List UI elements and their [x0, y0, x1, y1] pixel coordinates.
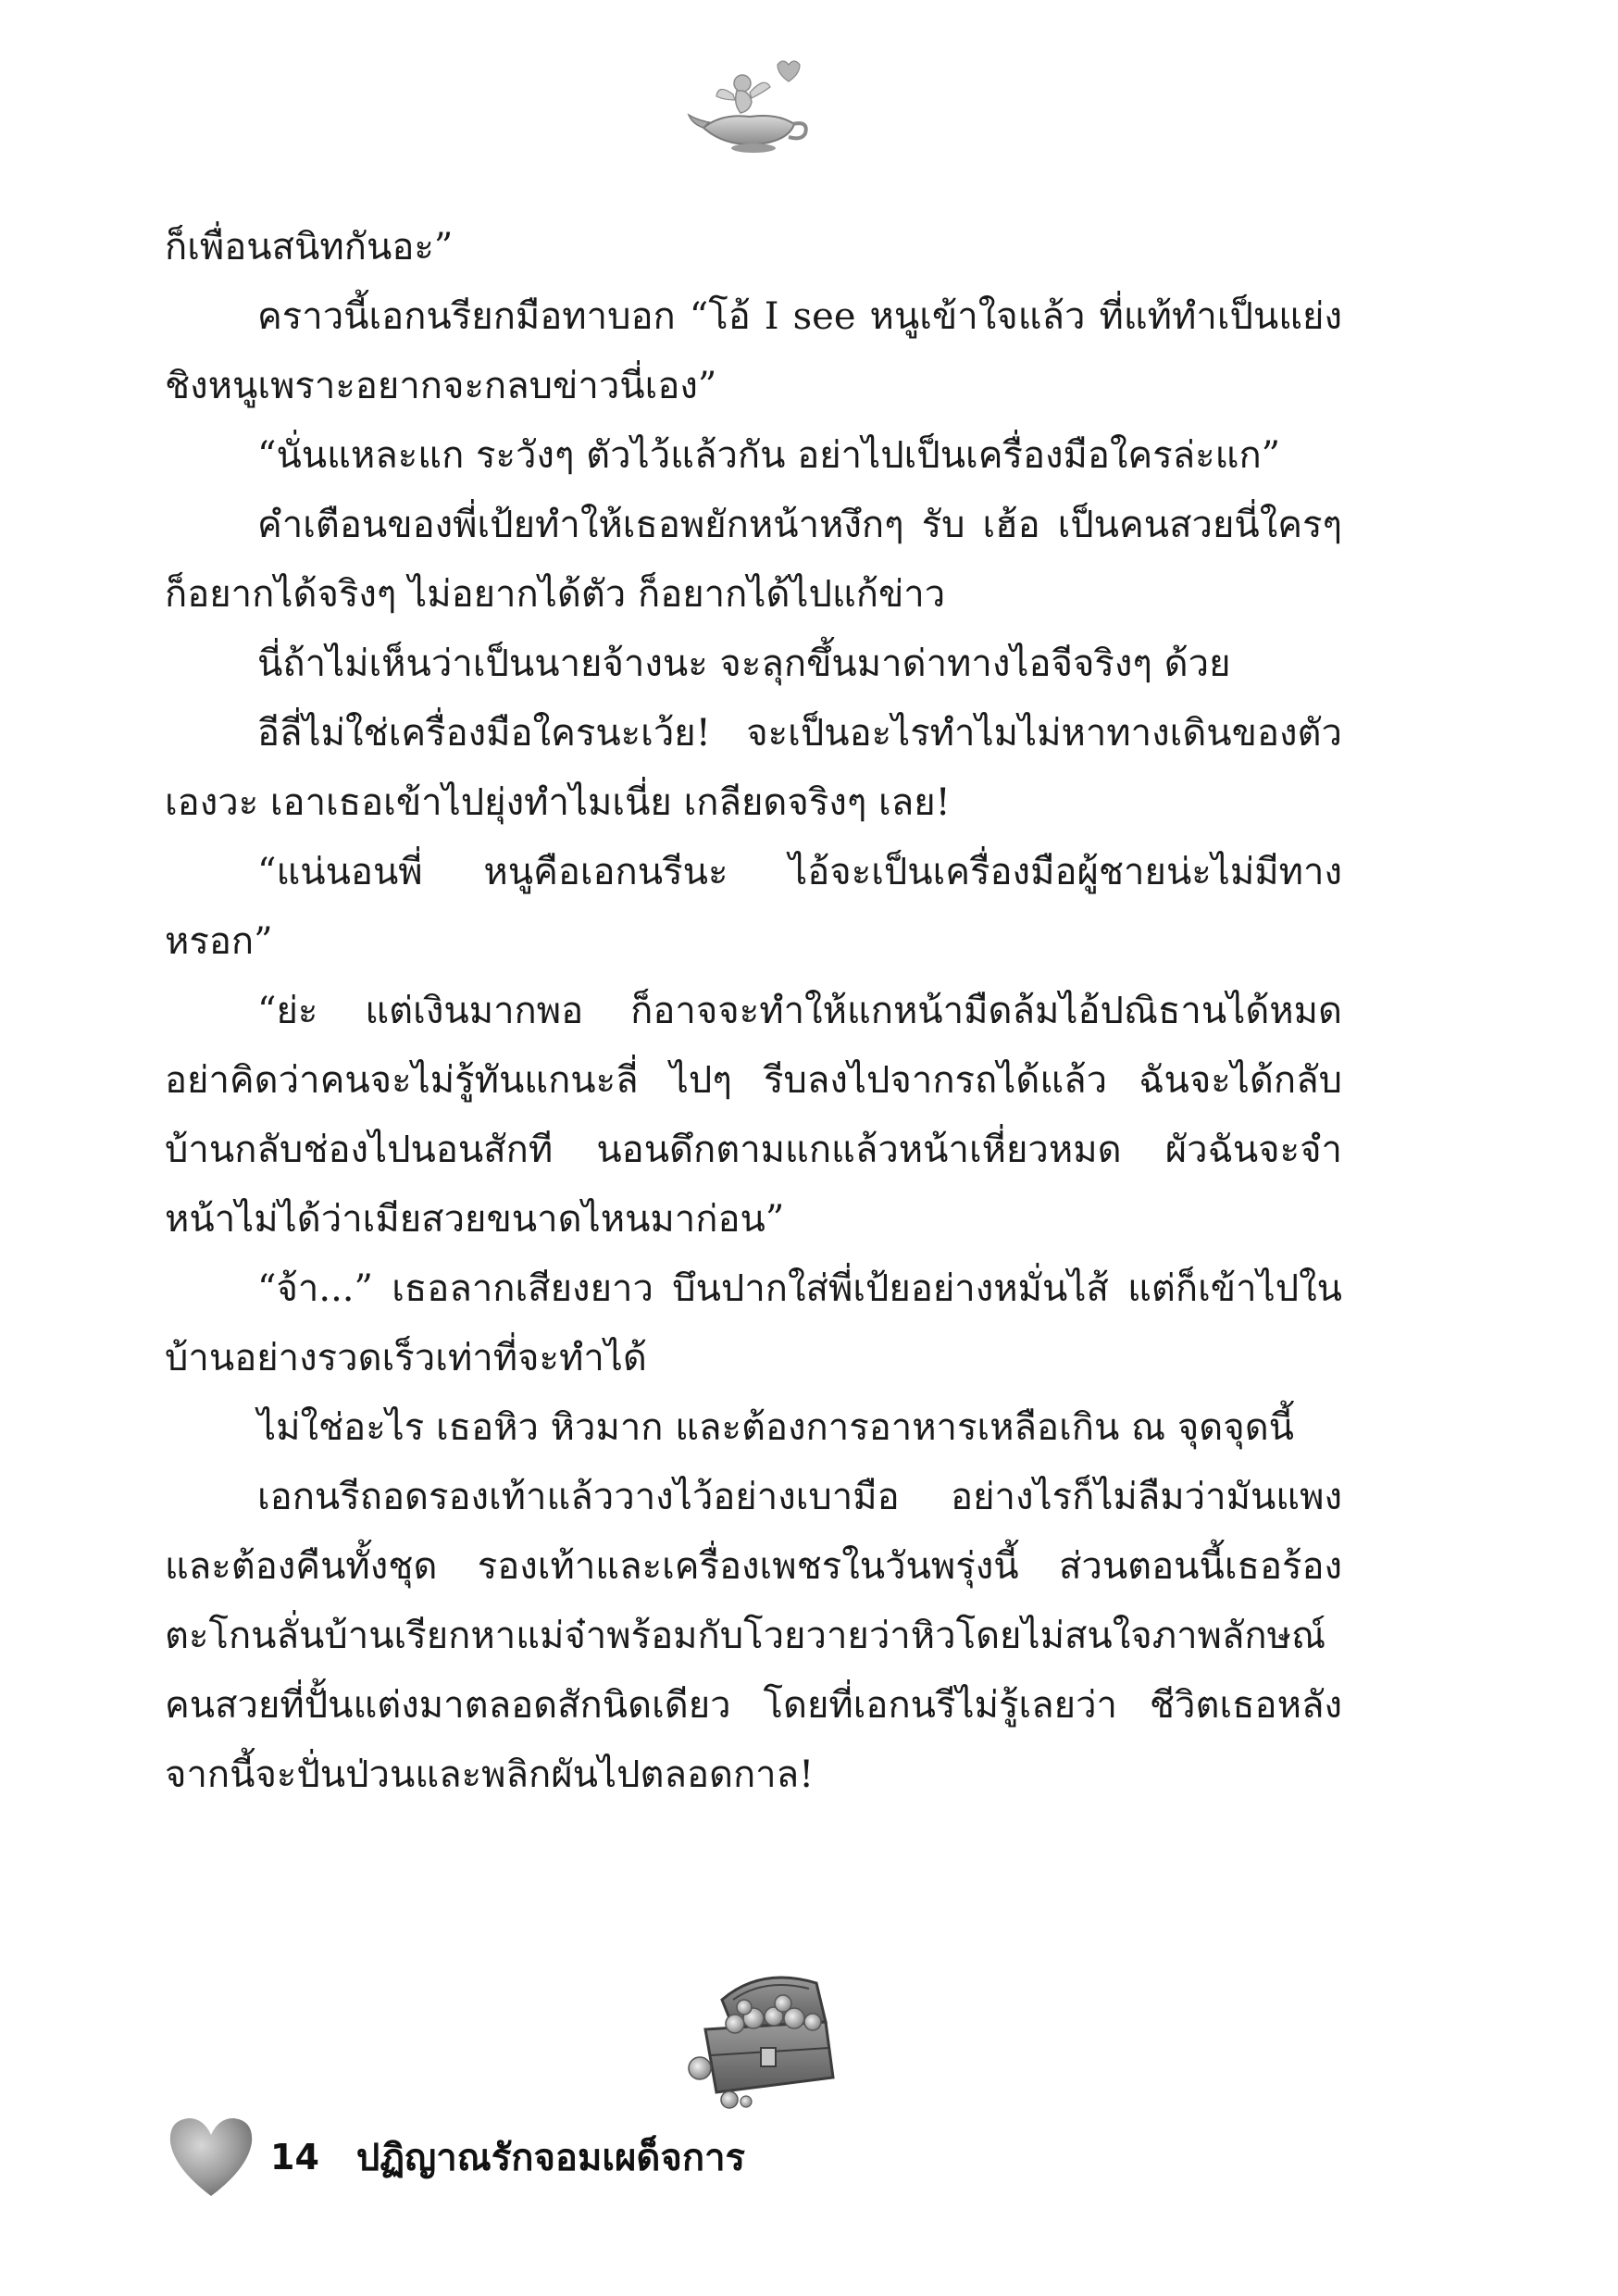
paragraph-11: เอกนรีถอดรองเท้าแล้ววางไว้อย่างเบามือ อย่างไรก็ไม่ลืมว่ามันแพงและต้องคืนทั้งชุด รองเท้าและเครื่องเพชรในวันพรุ่งนี้ ส่วนตอนนี้เธอร้องตะโกนลั่นบ้านเรียกหาแม่จ๋าพร้อมกับโวยวายว่าหิวโดยไม่สนใจภาพลักษณ์คนสวยที่ปั้นแต่งมาตลอดสักนิดเดียว โดยที่เอกนรีไม่รู้เลยว่า ชีวิตเธอหลังจากนี้จะปั่นป่วนและพลิกผันไปตลอดกาล! [165, 1476, 1342, 1796]
paragraph-8: “ย่ะ แต่เงินมากพอ ก็อาจจะทำให้แกหน้ามืดล้มไอ้ปณิธานได้หมด อย่าคิดว่าคนจะไม่รู้ทันแกนะลี่ ไปๆ รีบลงไปจากรถได้แล้ว ฉันจะได้กลับบ้านกลับช่องไปนอนสักที นอนดึกตามแกแล้วหน้าเหี่ยวหมด ผัวฉันจะจำหน้าไม่ได้ว่าเมียสวยขนาดไหนมาก่อน” [165, 990, 1342, 1241]
page-footer [165, 2106, 745, 2208]
cupid-lamp-icon [685, 56, 815, 157]
paragraph-5: นี่ถ้าไม่เห็นว่าเป็นนายจ้างนะ จะลุกขึ้นมาด่าทางไอจีจริงๆ ด้วย [257, 643, 1231, 685]
paragraph-4: คำเตือนของพี่เป้ยทำให้เธอพยักหน้าหงึกๆ รับ เฮ้อ เป็นคนสวยนี่ใครๆ ก็อยากได้จริงๆ ไม่อยากได้ตัว ก็อยากได้ไปแก้ข่าว [165, 504, 1342, 616]
heart-icon [165, 2111, 257, 2203]
paragraph-7: “แน่นอนพี่ หนูคือเอกนรีนะ ไอ้จะเป็นเครื่องมือผู้ชายน่ะไม่มีทางหรอก” [165, 851, 1342, 963]
paragraph-1: ก็เพื่อนสนิทกันอะ” [165, 226, 454, 268]
paragraph-6: อีลี่ไม่ใช่เครื่องมือใครนะเว้ย! จะเป็นอะไรทำไมไม่หาทางเดินของตัวเองวะ เอาเธอเข้าไปยุ่งทำไมเนี่ย เกลียดจริงๆ เลย! [165, 712, 1342, 824]
book-title: ปฏิญาณรักจอมเผด็จการ [355, 2137, 746, 2179]
paragraph-3: “นั่นแหละแก ระวังๆ ตัวไว้แล้วกัน อย่าไปเป็นเครื่องมือใครล่ะแก” [257, 434, 1281, 477]
body-text [165, 213, 1342, 1810]
paragraph-10: ไม่ใช่อะไร เธอหิว หิวมาก และต้องการอาหารเหลือเกิน ณ จุดจุดนี้ [257, 1406, 1295, 1449]
page-number: 14 [270, 2137, 319, 2177]
paragraph-9: “จ้า...” เธอลากเสียงยาว บึนปากใส่พี่เป้ยอย่างหมั่นไส้ แต่ก็เข้าไปในบ้านอย่างรวดเร็วเท่าที่จะทำได้ [165, 1267, 1342, 1379]
paragraph-2: คราวนี้เอกนรียกมือทาบอก “โอ้ I see หนูเข้าใจแล้ว ที่แท้ทำเป็นแย่งชิงหนูเพราะอยากจะกลบข่าวนี่เอง” [165, 295, 1342, 407]
treasure-chest-icon [668, 1963, 853, 2111]
